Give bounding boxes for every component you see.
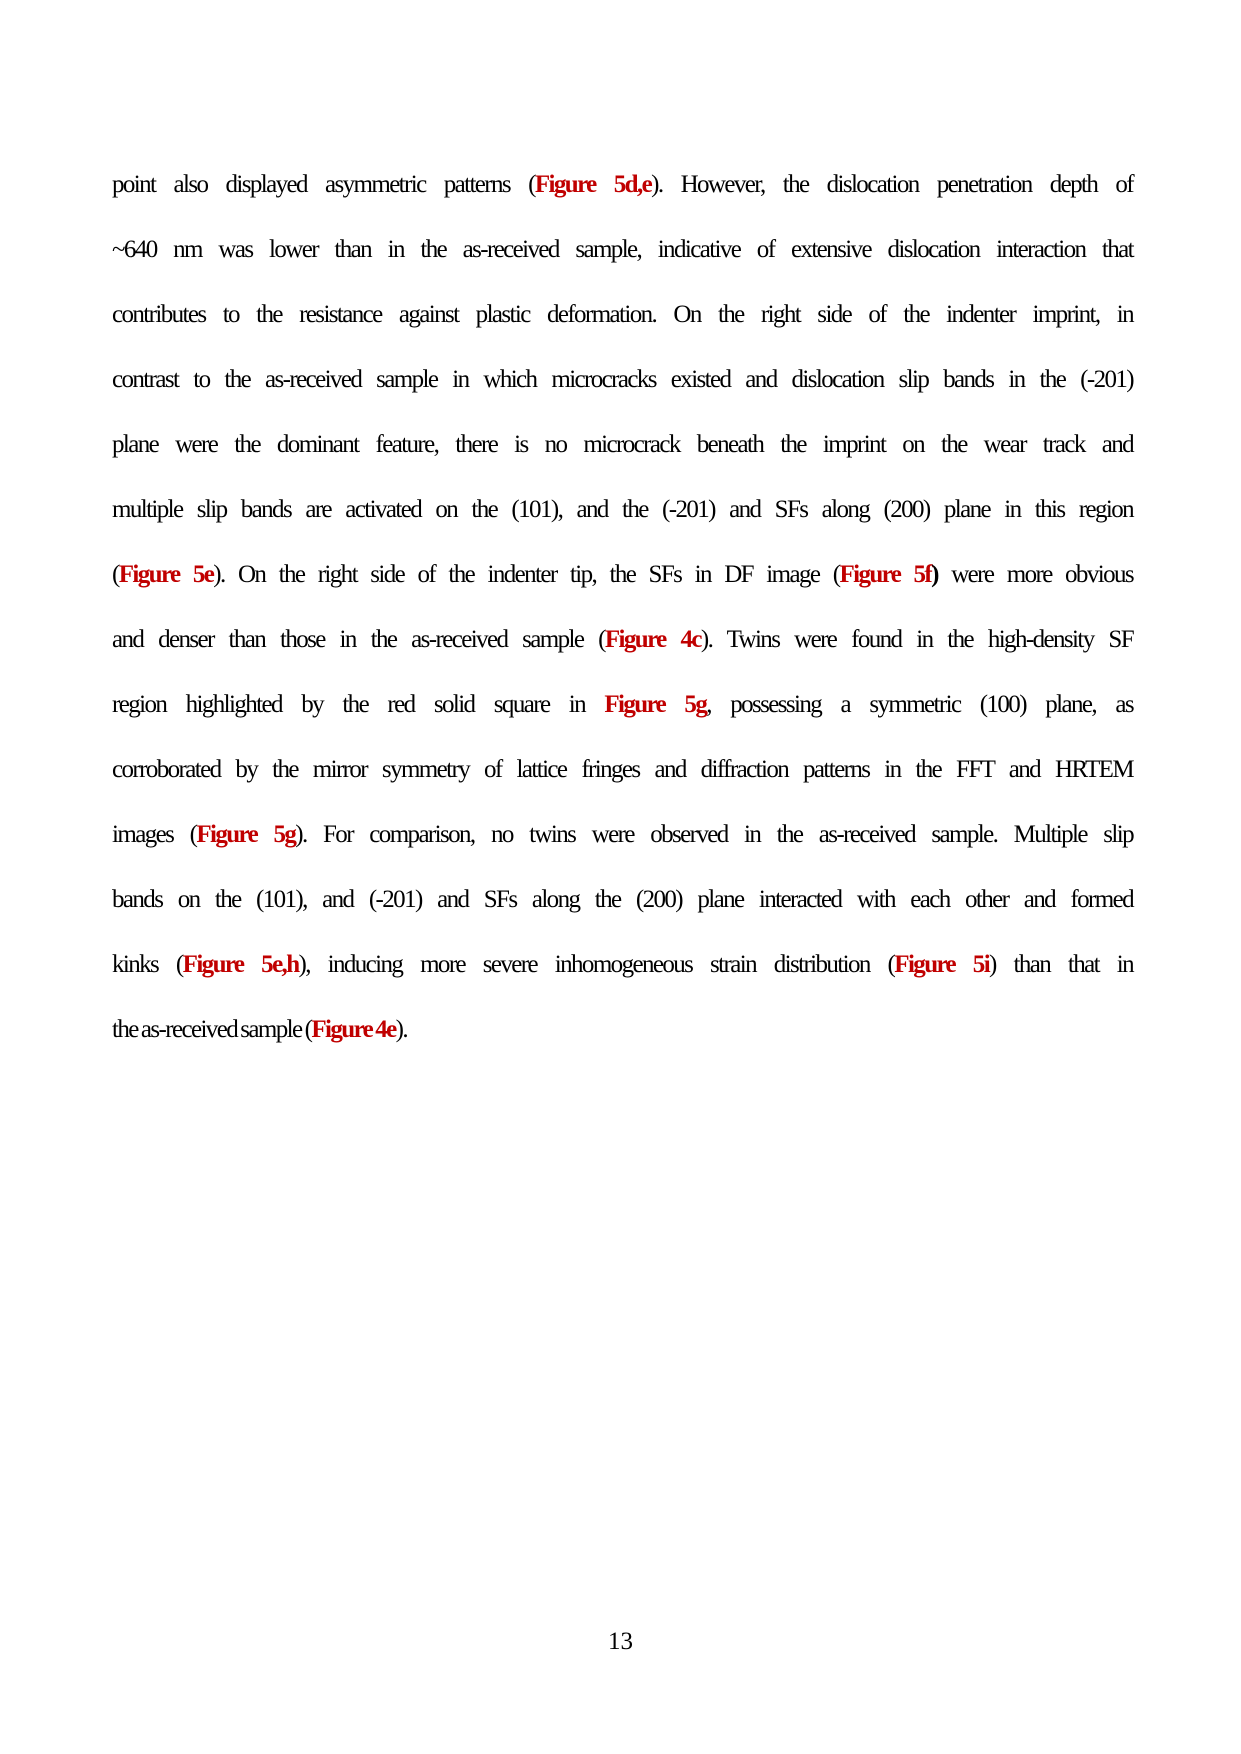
paragraph-line [112, 412, 1133, 477]
body-text: plane were the dominant feature, there is no microcrack beneath the imprint on the wear track and [112, 431, 1133, 458]
body-text: contributes to the resistance against plastic deformation. On the right side of the indenter imprint, in [112, 301, 1133, 328]
bold-text: ) [931, 561, 938, 588]
body-text: point also displayed asymmetric patterns ( [112, 171, 535, 198]
body-text: region highlighted by the red solid square in [112, 691, 605, 718]
body-text: , possessing a symmetric (100) plane, as [706, 691, 1133, 718]
figure-reference: Figure 5i [894, 951, 990, 978]
figure-reference: Figure 5e,h [182, 951, 299, 978]
figure-reference: Figure 5g [196, 821, 296, 848]
body-text: corroborated by the mirror symmetry of lattice fringes and diffraction patterns in the FFT and HRTEM [112, 756, 1133, 783]
body-text: ). Twins were found in the high-density SF [700, 626, 1134, 653]
paragraph-line [112, 932, 1133, 997]
paragraph-line [112, 997, 1133, 1062]
body-text: the as-received sample ( [112, 1016, 312, 1043]
body-text: were more obvious [937, 561, 1133, 588]
body-text: ). On the right side of the indenter tip, the SFs in DF image ( [213, 561, 840, 588]
page-number: 13 [608, 1628, 633, 1655]
figure-reference: Figure 4e [311, 1016, 396, 1043]
paragraph [112, 152, 1133, 1062]
paragraph-line [112, 347, 1133, 412]
paragraph-line [112, 802, 1133, 867]
body-text: ). However, the dislocation penetration depth of [651, 171, 1134, 198]
figure-reference: Figure 5d,e [534, 171, 652, 198]
paragraph-line [112, 542, 1133, 607]
body-text: and denser than those in the as-received sample ( [112, 626, 605, 653]
paragraph-line [112, 217, 1133, 282]
body-text: ), inducing more severe inhomogeneous strain distribution ( [298, 951, 895, 978]
paragraph-line [112, 867, 1133, 932]
body-text: multiple slip bands are activated on the (101), and the (-201) and SFs along (200) plane in this region [112, 496, 1133, 523]
body-text: ) than that in [989, 951, 1133, 978]
body-text: contrast to the as-received sample in which microcracks existed and dislocation slip bands in the (-201) [112, 366, 1133, 393]
figure-reference: Figure 5g [604, 691, 707, 718]
paragraph-line [112, 152, 1133, 217]
paragraph-line [112, 282, 1133, 347]
paragraph-line [112, 672, 1133, 737]
body-text: images ( [112, 821, 197, 848]
body-text: ( [112, 561, 119, 588]
paragraph-line [112, 737, 1133, 802]
figure-reference: Figure 5e [118, 561, 214, 588]
paragraph-line [112, 607, 1133, 672]
body-text: bands on the (101), and (-201) and SFs along the (200) plane interacted with each other and formed [112, 886, 1133, 913]
body-text: kinks ( [112, 951, 183, 978]
paragraph-line [112, 477, 1133, 542]
body-text: ). For comparison, no twins were observed in the as-received sample. Multiple slip [295, 821, 1133, 848]
body-text: ). [395, 1016, 408, 1043]
figure-reference: Figure 5f [839, 561, 932, 588]
body-text: ~640 nm was lower than in the as-received sample, indicative of extensive dislocation interaction that [112, 236, 1133, 263]
figure-reference: Figure 4c [604, 626, 701, 653]
